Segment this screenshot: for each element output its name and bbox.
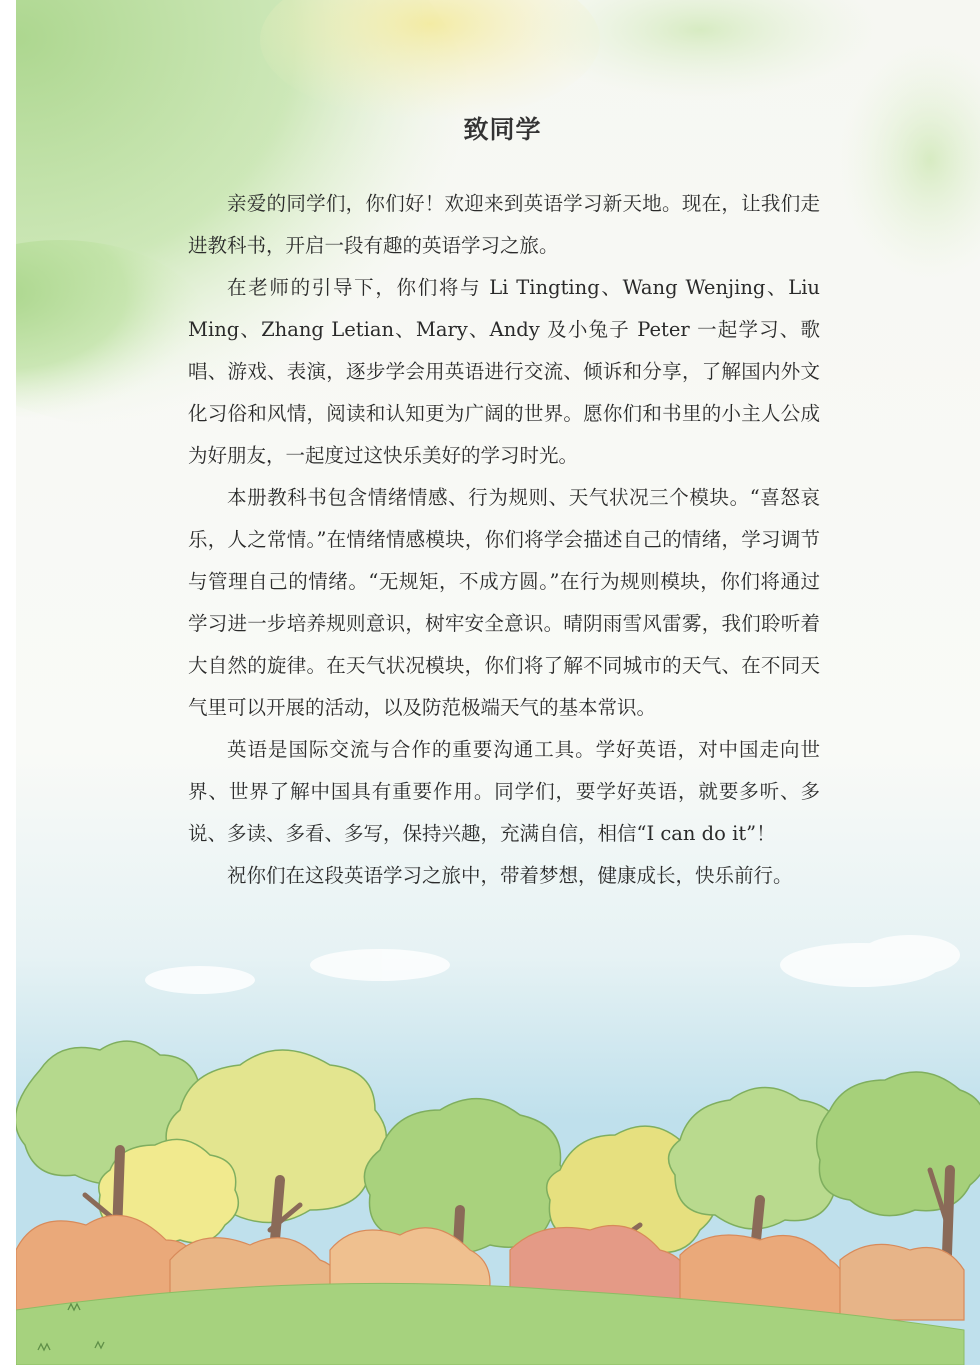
paragraph-modules: 本册教科书包含情绪情感、行为规则、天气状况三个模块。“喜怒哀乐，人之常情。”在情绪情感模块，你们将学会描述自己的情绪，学习调节与管理自己的情绪。“无规矩，不成方圆。”在行为规则模块，你们将通过学习进一步培养规则意识，树牢安全意识。晴阴雨雪风雷雾，我们聆听着大自然的旋律。在天气状况模块，你们将了解不同城市的天气、在不同天气里可以开展的活动，以及防范极端天气的基本常识。 [188, 486, 820, 719]
paragraph-greeting: 亲爱的同学们，你们好！欢迎来到英语学习新天地。现在，让我们走进教科书，开启一段有趣的英语学习之旅。 [188, 192, 820, 257]
letter-body [188, 183, 820, 897]
page-margin-edge [0, 0, 16, 1365]
paragraph-importance: 英语是国际交流与合作的重要沟通工具。学好英语，对中国走向世界、世界了解中国具有重要作用。同学们，要学好英语，就要多听、多说、多读、多看、多写，保持兴趣，充满自信，相信“I can do it”！ [188, 738, 820, 845]
paragraph-wishes: 祝你们在这段英语学习之旅中，带着梦想，健康成长，快乐前行。 [227, 864, 793, 887]
paragraph-characters: 在老师的引导下，你们将与 Li Tingting、Wang Wenjing、Liu Ming、Zhang Letian、Mary、Andy 及小兔子 Peter 一起学习、歌唱、游戏、表演，逐步学会用英语进行交流、倾诉和分享，了解国内外文化习俗和风情，阅读和认知更为广阔的世界。愿你们和书里的小主人公成为好朋友，一起度过这快乐美好的学习时光。 [188, 276, 820, 467]
page-title: 致同学 [463, 115, 542, 144]
